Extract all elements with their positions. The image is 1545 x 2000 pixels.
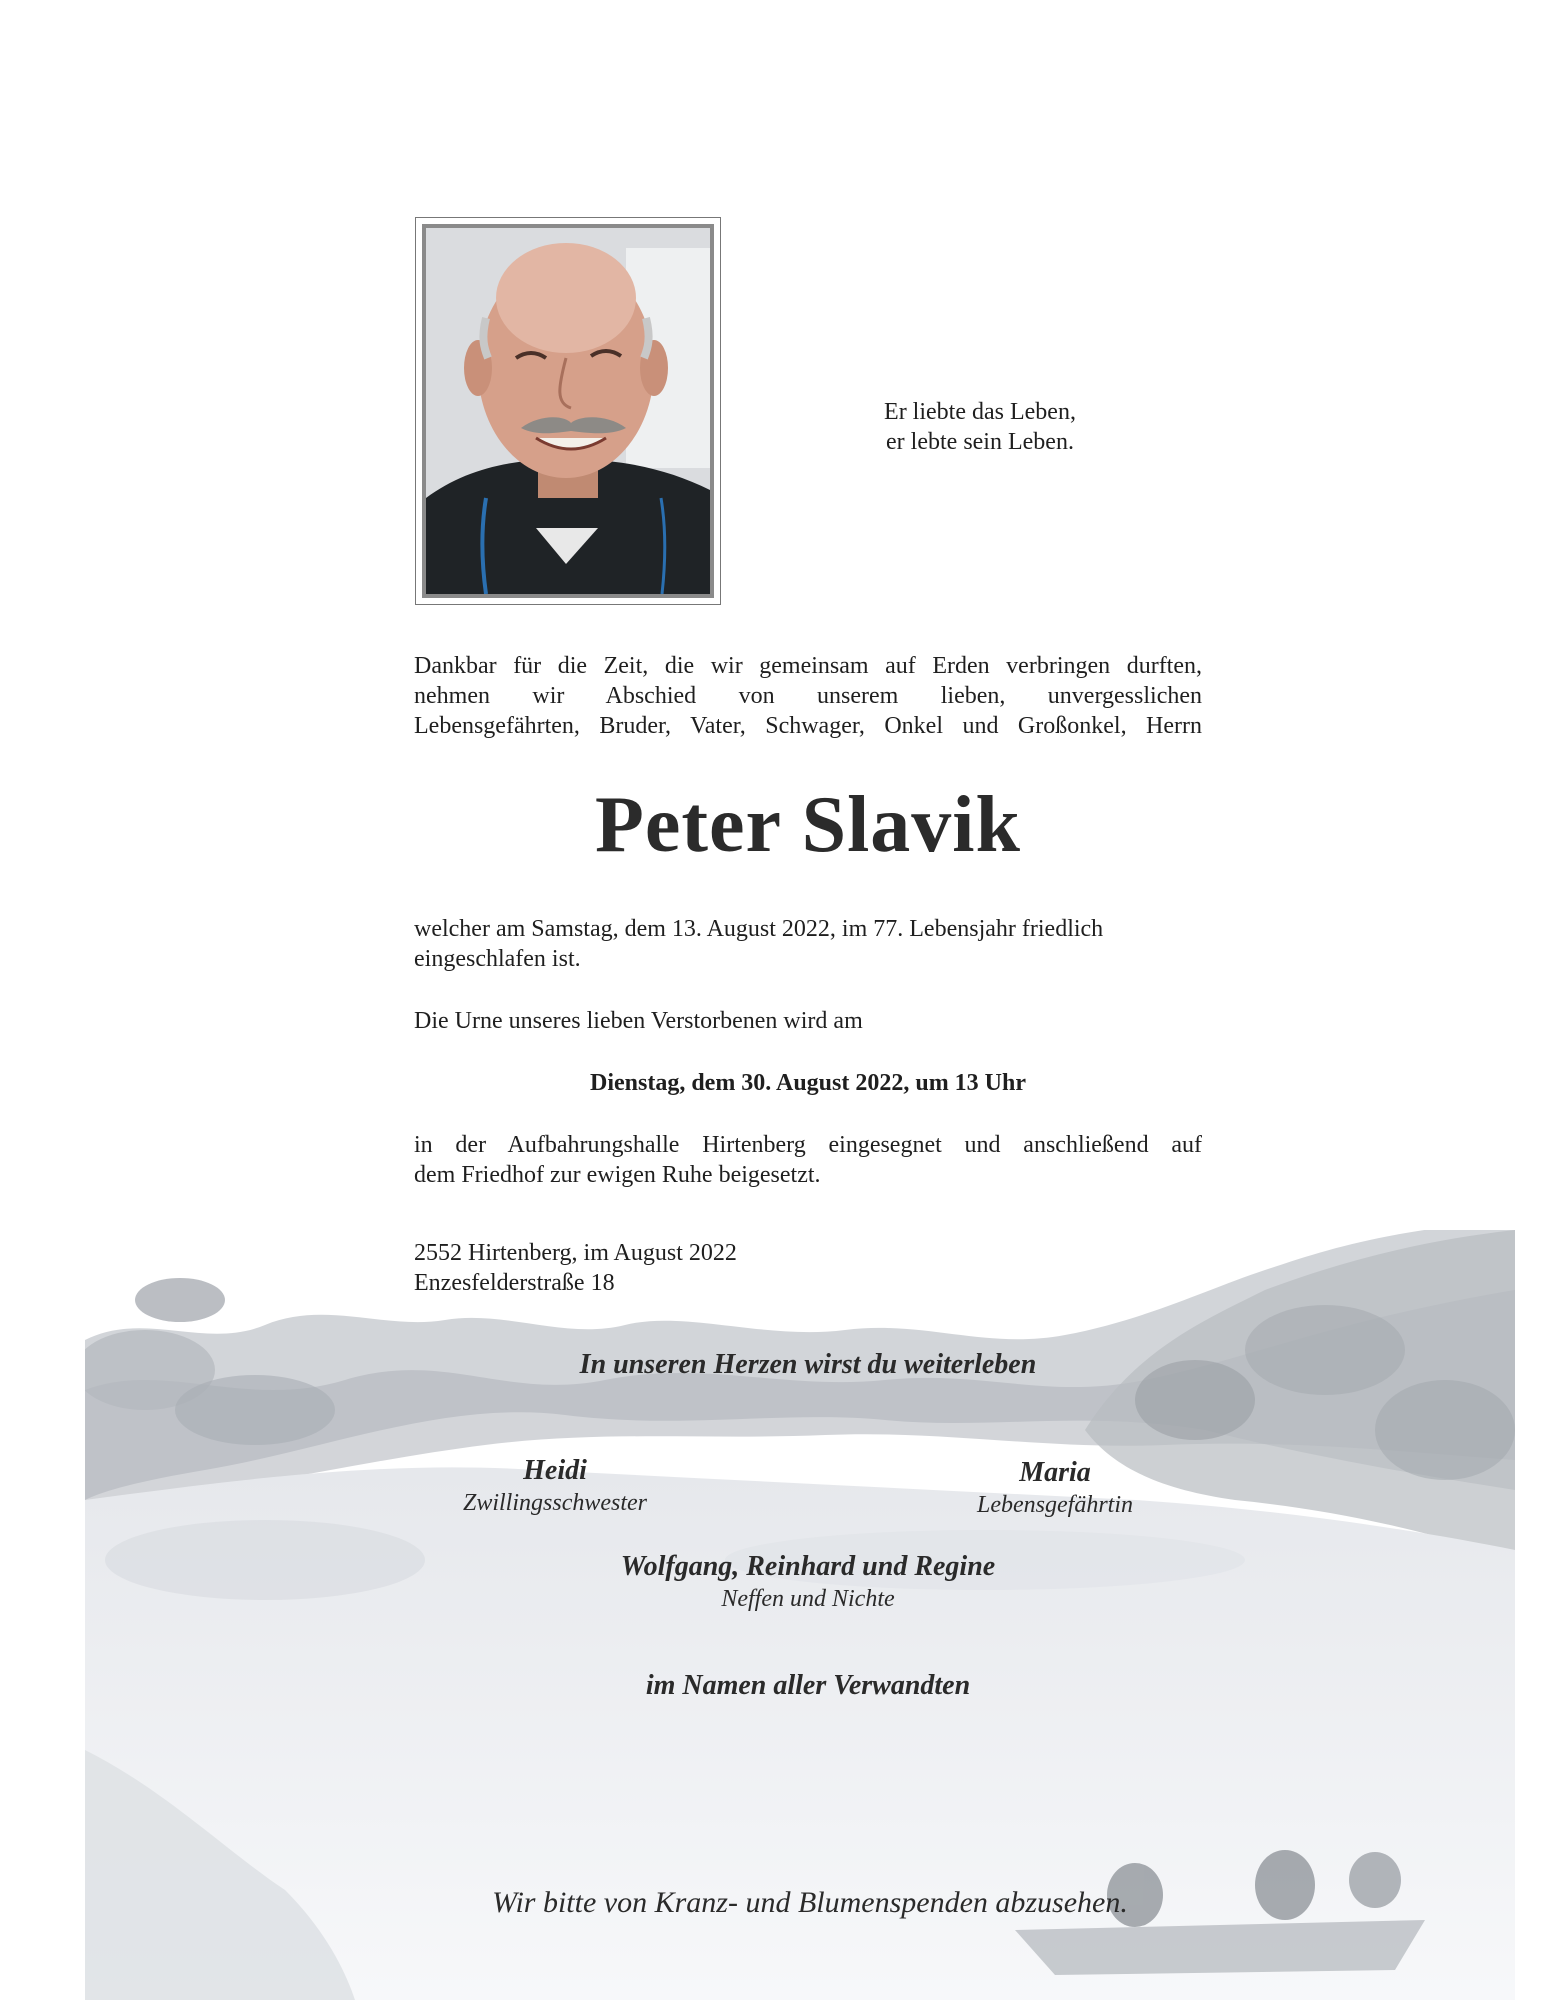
intro-line: nehmen wir Abschied von unserem lieben, unvergesslichen — [414, 683, 1202, 709]
mourner-relation: Neffen und Nichte — [721, 1586, 895, 1612]
portrait-photo-frame — [415, 217, 721, 605]
place-and-address — [414, 1238, 914, 1298]
burial-line: in der Aufbahrungshalle Hirtenberg eingesegnet und anschließend auf — [414, 1132, 1202, 1158]
donation-note: Wir bitte von Kranz- und Blumenspenden abzusehen. — [492, 1886, 1128, 1919]
deceased-name: Peter Slavik — [594, 781, 1022, 869]
motto-line: er lebte sein Leben. — [886, 429, 1074, 455]
death-paragraph — [414, 914, 1202, 974]
closing-line: im Namen aller Verwandten — [645, 1670, 971, 1701]
burial-line: dem Friedhof zur ewigen Ruhe beigesetzt. — [414, 1162, 821, 1188]
mourner-relation: Lebensgefährtin — [977, 1492, 1133, 1518]
urn-text: Die Urne unseres lieben Verstorbenen wird am — [414, 1008, 863, 1034]
intro-line: Lebensgefährten, Bruder, Vater, Schwager, Onkel und Großonkel, Herrn — [414, 713, 1202, 739]
address-line: Enzesfelderstraße 18 — [414, 1270, 615, 1296]
intro-paragraph — [414, 651, 1202, 741]
motto-text — [820, 397, 1140, 457]
mourner-name: Maria — [1019, 1457, 1091, 1488]
place-date-line: 2552 Hirtenberg, im August 2022 — [414, 1240, 737, 1266]
death-line: eingeschlafen ist. — [414, 946, 581, 972]
burial-paragraph — [414, 1130, 1202, 1190]
death-line: welcher am Samstag, dem 13. August 2022, im 77. Lebensjahr friedlich — [414, 916, 1104, 942]
funeral-date: Dienstag, dem 30. August 2022, um 13 Uhr — [589, 1070, 1027, 1096]
mourner-name: Wolfgang, Reinhard und Regine — [620, 1551, 996, 1582]
motto-line: Er liebte das Leben, — [884, 399, 1076, 425]
mourner-relation: Zwillingsschwester — [462, 1490, 648, 1516]
portrait-photo — [422, 224, 714, 598]
mourner-name: Heidi — [523, 1455, 587, 1486]
heart-motto: In unseren Herzen wirst du weiterleben — [579, 1349, 1037, 1380]
intro-line: Dankbar für die Zeit, die wir gemeinsam auf Erden verbringen durften, — [414, 653, 1202, 679]
